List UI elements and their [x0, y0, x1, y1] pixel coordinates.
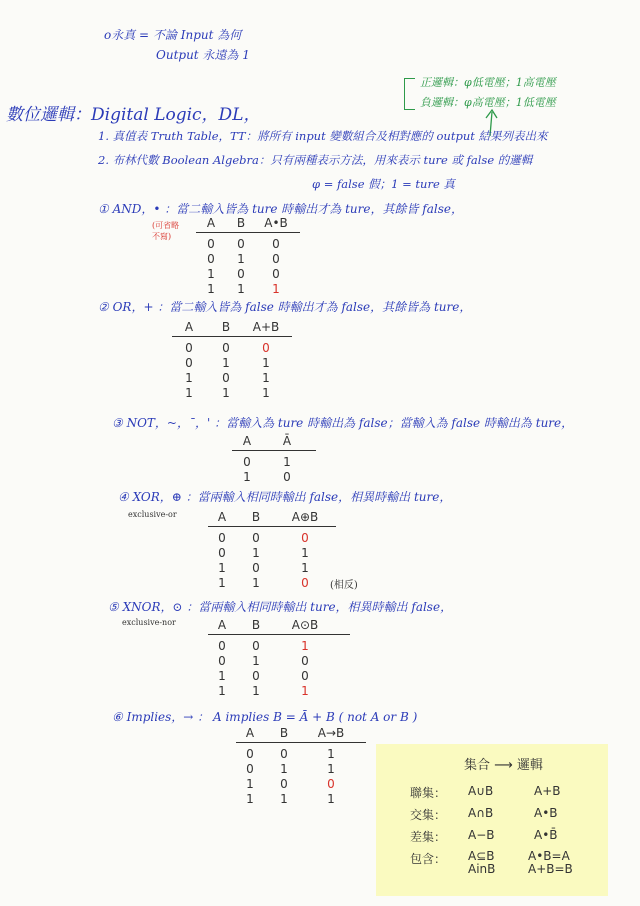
xnor-r1-b: 1	[252, 654, 260, 668]
note-row-difference-set: A−B	[468, 828, 495, 842]
xnor-r2-b: 0	[252, 669, 260, 683]
xor-r3-b: 1	[252, 576, 260, 590]
or-r0-b: 0	[222, 341, 230, 355]
xor-title: ④ XOR，⊕ ：當兩輸入相同時輸出 false，相異時輸出 ture，	[118, 490, 452, 504]
and-hdr-a: A	[206, 216, 216, 230]
xor-r2-b: 0	[252, 561, 260, 575]
positive-logic-note: 正邏輯：φ低電壓；1高電壓	[420, 76, 556, 89]
note-row-subset-label: 包含：	[410, 852, 447, 866]
not-r1-out: 0	[283, 470, 291, 484]
and-r2-b: 0	[237, 267, 245, 281]
item-truth-table: 1. 真值表 Truth Table，TT：將所有 input 變數組合及相對應的 output 結果列表出來	[98, 129, 548, 143]
note-row-difference-logic: A•B̄	[534, 828, 558, 842]
xnor-r0-out: 1	[301, 639, 309, 653]
and-r1-b: 1	[237, 252, 245, 266]
implies-r1-b: 1	[280, 762, 288, 776]
and-title: ① AND，• ：當二輸入皆為 ture 時輸出才為 ture，其餘皆 false，	[98, 202, 463, 216]
and-r1-out: 0	[272, 252, 280, 266]
not-r1-a: 1	[243, 470, 251, 484]
implies-r1-a: 0	[246, 762, 254, 776]
implies-r0-b: 0	[280, 747, 288, 761]
xor-hdr-b: B	[251, 510, 261, 524]
note-row-union-label: 聯集：	[410, 786, 447, 800]
xor-r2-out: 1	[301, 561, 309, 575]
or-r1-a: 0	[185, 356, 193, 370]
and-hdr-out: A•B	[264, 216, 288, 230]
and-hdr-b: B	[236, 216, 246, 230]
and-r3-out: 1	[272, 282, 280, 296]
xnor-title: ⑤ XNOR，⊙ ：當兩輸入相同時輸出 ture，相異時輸出 false，	[108, 600, 453, 614]
note-box-title: 集合 ⟶ 邏輯	[464, 758, 543, 773]
implies-r2-a: 1	[246, 777, 254, 791]
implies-hdr-a: A	[245, 726, 255, 740]
implies-table	[236, 726, 366, 807]
and-side-note: (可省略不寫)	[152, 221, 180, 241]
and-r2-a: 1	[207, 267, 215, 281]
xnor-table	[208, 618, 350, 699]
implies-r3-out: 1	[327, 792, 335, 806]
implies-r2-out: 0	[327, 777, 335, 791]
implies-r3-b: 1	[280, 792, 288, 806]
and-table	[196, 216, 300, 297]
xor-hdr-out: A⊕B	[291, 510, 319, 524]
logic-bracket	[404, 78, 415, 110]
item-boolean-algebra: 2. 布林代數 Boolean Algebra：只有兩種表示方法，用來表示 ture 或 false 的邏輯	[98, 153, 533, 167]
xnor-r3-out: 1	[301, 684, 309, 698]
and-r0-a: 0	[207, 237, 215, 251]
not-title: ③ NOT，~，¯，' ：當輸入為 ture 時輸出為 false；當輸入為 false 時輸出為 ture，	[112, 416, 574, 430]
or-hdr-a: A	[184, 320, 194, 334]
xnor-hdr-a: A	[217, 618, 227, 632]
top-note-line2	[156, 46, 250, 63]
or-r3-a: 1	[185, 386, 193, 400]
set-logic-note-box	[376, 744, 608, 896]
or-title: ② OR，+ ：當二輸入皆為 false 時輸出才為 false，其餘皆為 ture，	[98, 300, 472, 314]
and-r3-b: 1	[237, 282, 245, 296]
or-r3-out: 1	[262, 386, 270, 400]
xnor-r1-out: 0	[301, 654, 309, 668]
not-hdr-a: A	[242, 434, 252, 448]
or-r0-out: 0	[262, 341, 270, 355]
implies-r2-b: 0	[280, 777, 288, 791]
not-table	[232, 434, 316, 485]
xor-r3-a: 1	[218, 576, 226, 590]
implies-r0-out: 1	[327, 747, 335, 761]
or-r2-a: 1	[185, 371, 193, 385]
or-r2-out: 1	[262, 371, 270, 385]
xnor-r2-a: 1	[218, 669, 226, 683]
boolean-values: φ = false 假；1 = ture 真	[312, 177, 455, 191]
not-hdr-out: Ā	[282, 434, 292, 448]
implies-r3-a: 1	[246, 792, 254, 806]
or-r0-a: 0	[185, 341, 193, 355]
xor-r0-out: 0	[301, 531, 309, 545]
or-hdr-out: A+B	[252, 320, 280, 334]
note-row-intersection-logic: A•B	[534, 806, 558, 820]
and-r1-a: 0	[207, 252, 215, 266]
and-r3-a: 1	[207, 282, 215, 296]
xor-r0-a: 0	[218, 531, 226, 545]
not-r0-out: 1	[283, 455, 291, 469]
not-r0-a: 0	[243, 455, 251, 469]
and-r0-out: 0	[272, 237, 280, 251]
or-hdr-b: B	[221, 320, 231, 334]
and-r2-out: 0	[272, 267, 280, 281]
or-r3-b: 1	[222, 386, 230, 400]
implies-hdr-b: B	[279, 726, 289, 740]
xnor-r0-a: 0	[218, 639, 226, 653]
xor-r2-a: 1	[218, 561, 226, 575]
xor-table	[208, 510, 336, 591]
implies-hdr-out: A→B	[317, 726, 345, 740]
xor-hdr-a: A	[217, 510, 227, 524]
or-r1-out: 1	[262, 356, 270, 370]
page-heading: 數位邏輯：Digital Logic，DL，	[6, 105, 261, 125]
xnor-hdr-b: B	[251, 618, 261, 632]
xor-side-note: exclusive-or	[128, 510, 177, 519]
xor-r0-b: 0	[252, 531, 260, 545]
xor-r1-a: 0	[218, 546, 226, 560]
or-r2-b: 0	[222, 371, 230, 385]
xnor-r1-a: 0	[218, 654, 226, 668]
note-row-difference-label: 差集：	[410, 830, 447, 844]
xor-r1-b: 1	[252, 546, 260, 560]
or-r1-b: 1	[222, 356, 230, 370]
xor-r3-out: 0	[301, 576, 309, 590]
implies-title: ⑥ Implies，→ ： A implies B = Ā + B ( not A or B )	[112, 710, 418, 724]
xnor-r3-b: 1	[252, 684, 260, 698]
top-note-line2-text: Output 永遠為 1	[156, 48, 250, 62]
xnor-r3-a: 1	[218, 684, 226, 698]
implies-r0-a: 0	[246, 747, 254, 761]
note-row-intersection-set: A∩B	[468, 806, 494, 820]
xor-r1-out: 1	[301, 546, 309, 560]
and-r0-b: 0	[237, 237, 245, 251]
xor-note: (相反)	[330, 580, 358, 591]
note-row-intersection-label: 交集：	[410, 808, 447, 822]
xnor-r2-out: 0	[301, 669, 309, 683]
xnor-r0-b: 0	[252, 639, 260, 653]
implies-r1-out: 1	[327, 762, 335, 776]
note-row-union-set: A∪B	[468, 784, 494, 798]
xnor-side-note: exclusive-nor	[122, 618, 176, 627]
note-row-union-logic: A+B	[534, 784, 561, 798]
top-note-line1: o永真 = 不論 Input 為何	[104, 28, 242, 42]
or-table	[172, 320, 292, 401]
negative-logic-note: 負邏輯：φ高電壓；1低電壓	[420, 96, 556, 109]
xnor-hdr-out: A⊙B	[291, 618, 319, 632]
note-row-subset-set: A⊆B AinB	[468, 849, 496, 876]
note-row-subset-logic: A•B=A A+B=B	[528, 849, 573, 876]
